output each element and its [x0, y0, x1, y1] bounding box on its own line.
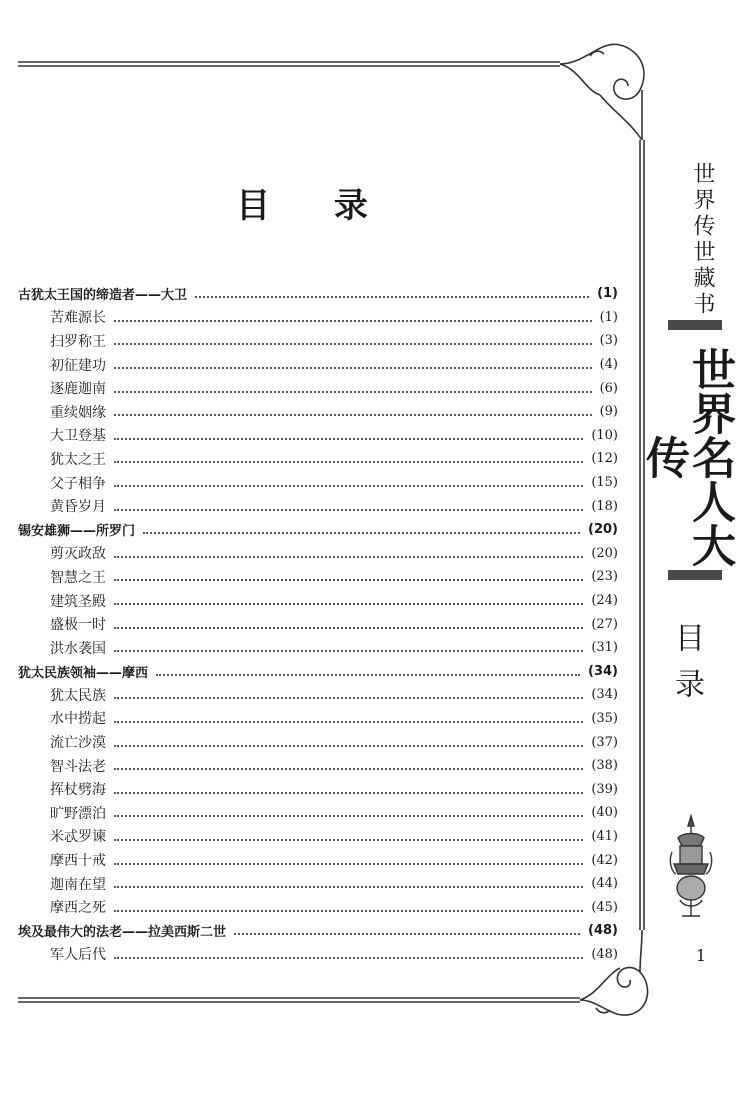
toc-section-row: [18, 683, 618, 707]
toc-entry-label: 扫罗称王: [50, 331, 112, 351]
toc-entry-page: (15): [591, 475, 618, 491]
toc-section-row: [18, 565, 618, 589]
toc-section-row: [18, 306, 618, 330]
toc-entry-page: (41): [591, 828, 618, 844]
dot-leader: [114, 885, 583, 888]
book-title-banner: [638, 320, 735, 580]
toc-entry-label: 迦南在望: [50, 874, 112, 894]
dot-leader: [114, 460, 583, 463]
toc-chapter-row: [18, 282, 618, 306]
toc-entry-page: (34): [588, 663, 618, 679]
toc-entry-page: (45): [591, 899, 618, 915]
dot-leader: [156, 673, 580, 676]
toc-section-row: [18, 447, 618, 471]
toc-entry-page: (20): [591, 545, 618, 561]
toc-entry-label: 犹太民族: [50, 685, 112, 705]
toc-entry-label: 剪灭政敌: [50, 543, 112, 563]
toc-entry-label: 盛极一时: [50, 614, 112, 634]
toc-section-row: [18, 612, 618, 636]
toc-chapter-row: [18, 518, 618, 542]
dot-leader: [114, 484, 583, 487]
dot-leader: [114, 626, 583, 629]
toc-entry-page: (34): [591, 687, 618, 703]
toc-section-row: [18, 353, 618, 377]
toc-section-row: [18, 895, 618, 919]
toc-section-row: [18, 730, 618, 754]
dot-leader: [114, 814, 583, 817]
dot-leader: [114, 744, 583, 747]
toc-entry-page: (48): [591, 946, 618, 962]
dot-leader: [114, 720, 583, 723]
toc-entry-page: (3): [599, 333, 618, 349]
toc-entry-label: 古犹太王国的缔造者——大卫: [18, 284, 193, 303]
toc-entry-page: (38): [591, 758, 618, 774]
series-name: 世界传世藏书: [690, 162, 715, 318]
toc-entry-page: (6): [599, 380, 618, 396]
toc-entry-label: 建筑圣殿: [50, 591, 112, 611]
decorative-emblem-icon: [668, 812, 714, 922]
dot-leader: [114, 319, 592, 322]
toc-entry-label: 军人后代: [50, 944, 112, 964]
toc-entry-label: 水中捞起: [50, 708, 112, 728]
toc-entry-page: (1): [599, 309, 618, 325]
banner-bar-top: [668, 320, 722, 330]
toc-entry-page: (24): [591, 593, 618, 609]
toc-section-row: [18, 424, 618, 448]
dot-leader: [114, 508, 583, 511]
toc-entry-page: (48): [588, 923, 618, 939]
toc-entry-label: 大卫登基: [50, 425, 112, 445]
toc-entry-label: 犹太民族领袖——摩西: [18, 662, 154, 681]
dot-leader: [114, 390, 592, 393]
toc-section-row: [18, 848, 618, 872]
toc-entry-label: 初征建功: [50, 355, 112, 375]
toc-section-row: [18, 542, 618, 566]
toc-entry-label: 旷野漂泊: [50, 803, 112, 823]
table-of-contents: [18, 282, 618, 966]
toc-entry-label: 挥杖劈海: [50, 779, 112, 799]
toc-entry-page: (44): [591, 876, 618, 892]
toc-section-row: [18, 872, 618, 896]
banner-bar-bottom: [668, 570, 722, 580]
page-number: 1: [695, 946, 707, 965]
toc-entry-label: 逐鹿迦南: [50, 378, 112, 398]
dot-leader: [114, 649, 583, 652]
toc-entry-label: 洪水袭国: [50, 638, 112, 658]
toc-entry-label: 流亡沙漠: [50, 732, 112, 752]
toc-section-row: [18, 329, 618, 353]
dot-leader: [114, 838, 583, 841]
dot-leader: [114, 366, 592, 369]
toc-entry-label: 父子相争: [50, 473, 112, 493]
toc-chapter-row: [18, 660, 618, 684]
toc-section-row: [18, 707, 618, 731]
dot-leader: [114, 578, 583, 581]
toc-entry-page: (23): [591, 569, 618, 585]
dot-leader: [114, 555, 583, 558]
dot-leader: [114, 342, 592, 345]
dot-leader: [114, 956, 583, 959]
toc-entry-label: 摩西之死: [50, 897, 112, 917]
toc-entry-label: 摩西十戒: [50, 850, 112, 870]
dot-leader: [114, 909, 583, 912]
dot-leader: [114, 413, 592, 416]
toc-section-row: [18, 589, 618, 613]
toc-entry-page: (39): [591, 781, 618, 797]
toc-entry-label: 犹太之王: [50, 449, 112, 469]
toc-entry-label: 黄昏岁月: [50, 496, 112, 516]
toc-section-row: [18, 777, 618, 801]
toc-entry-page: (40): [591, 805, 618, 821]
dot-leader: [114, 696, 583, 699]
toc-entry-page: (42): [591, 852, 618, 868]
dot-leader: [234, 932, 580, 935]
toc-section-row: [18, 943, 618, 967]
toc-chapter-row: [18, 919, 618, 943]
toc-entry-label: 智斗法老: [50, 756, 112, 776]
toc-entry-label: 智慧之王: [50, 567, 112, 587]
toc-entry-page: (27): [591, 616, 618, 632]
toc-entry-page: (10): [591, 427, 618, 443]
toc-entry-page: (37): [591, 734, 618, 750]
toc-section-row: [18, 376, 618, 400]
dot-leader: [114, 862, 583, 865]
section-label: 目录: [669, 622, 704, 714]
toc-entry-label: 埃及最伟大的法老——拉美西斯二世: [18, 921, 232, 940]
toc-section-row: [18, 471, 618, 495]
toc-entry-page: (20): [588, 522, 618, 538]
toc-entry-page: (1): [597, 286, 618, 302]
toc-entry-label: 锡安雄狮——所罗门: [18, 520, 141, 539]
toc-entry-label: 米忒罗谏: [50, 826, 112, 846]
toc-entry-page: (35): [591, 710, 618, 726]
toc-entry-page: (12): [591, 451, 618, 467]
dot-leader: [114, 602, 583, 605]
toc-entry-label: 重续姻缘: [50, 402, 112, 422]
toc-section-row: [18, 754, 618, 778]
toc-entry-page: (9): [599, 404, 618, 420]
toc-entry-label: 苦难源长: [50, 307, 112, 327]
toc-entry-page: (4): [599, 357, 618, 373]
toc-section-row: [18, 801, 618, 825]
toc-section-row: [18, 636, 618, 660]
toc-entry-page: (31): [591, 640, 618, 656]
book-title: 世界名人大传: [638, 347, 735, 567]
toc-entry-page: (18): [591, 498, 618, 514]
dot-leader: [114, 791, 583, 794]
toc-section-row: [18, 825, 618, 849]
toc-section-row: [18, 494, 618, 518]
toc-section-row: [18, 400, 618, 424]
dot-leader: [195, 295, 589, 298]
dot-leader: [143, 531, 580, 534]
dot-leader: [114, 437, 583, 440]
toc-heading: 目 录: [236, 186, 394, 226]
dot-leader: [114, 767, 583, 770]
